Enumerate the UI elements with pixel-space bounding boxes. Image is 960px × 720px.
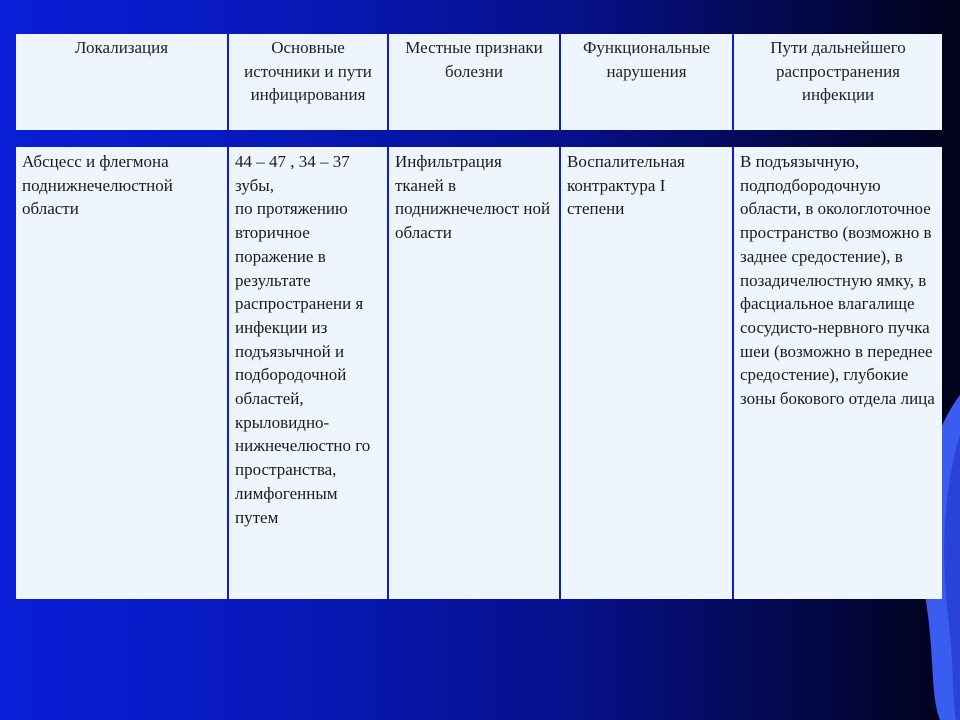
cell-localization: Абсцесс и флегмона поднижнечелюстной области — [16, 147, 229, 599]
cell-local-signs: Инфильтрация тканей в поднижнечелюст ной области — [389, 147, 561, 599]
table-row — [16, 147, 942, 599]
header-cell-local-signs: Местные признаки болезни — [389, 34, 561, 130]
table-header-row — [16, 34, 942, 130]
cell-spread: В подъязычную, подподбородочную области, в окологлоточное пространство (возможно в заднее средостение), в позадичелюстную ямку, в фасциальное влагалище сосудисто-нервного пучка шеи (возможно в переднее средостение), глубокие зоны бокового отдела лица — [734, 147, 942, 599]
cell-sources: 44 – 47 , 34 – 37 зубы, по протяжению вторичное поражение в результате распространени я инфекции из подъязычной и подбородочной областей, крыловидно-нижнечелюстно го пространства, лимфогенным путем — [229, 147, 389, 599]
cell-functional: Воспалительная контрактура I степени — [561, 147, 734, 599]
header-cell-spread: Пути дальнейшего распространения инфекции — [734, 34, 942, 130]
header-cell-functional: Функциональные нарушения — [561, 34, 734, 130]
header-cell-localization: Локализация — [16, 34, 229, 130]
header-cell-sources: Основные источники и пути инфицирования — [229, 34, 389, 130]
